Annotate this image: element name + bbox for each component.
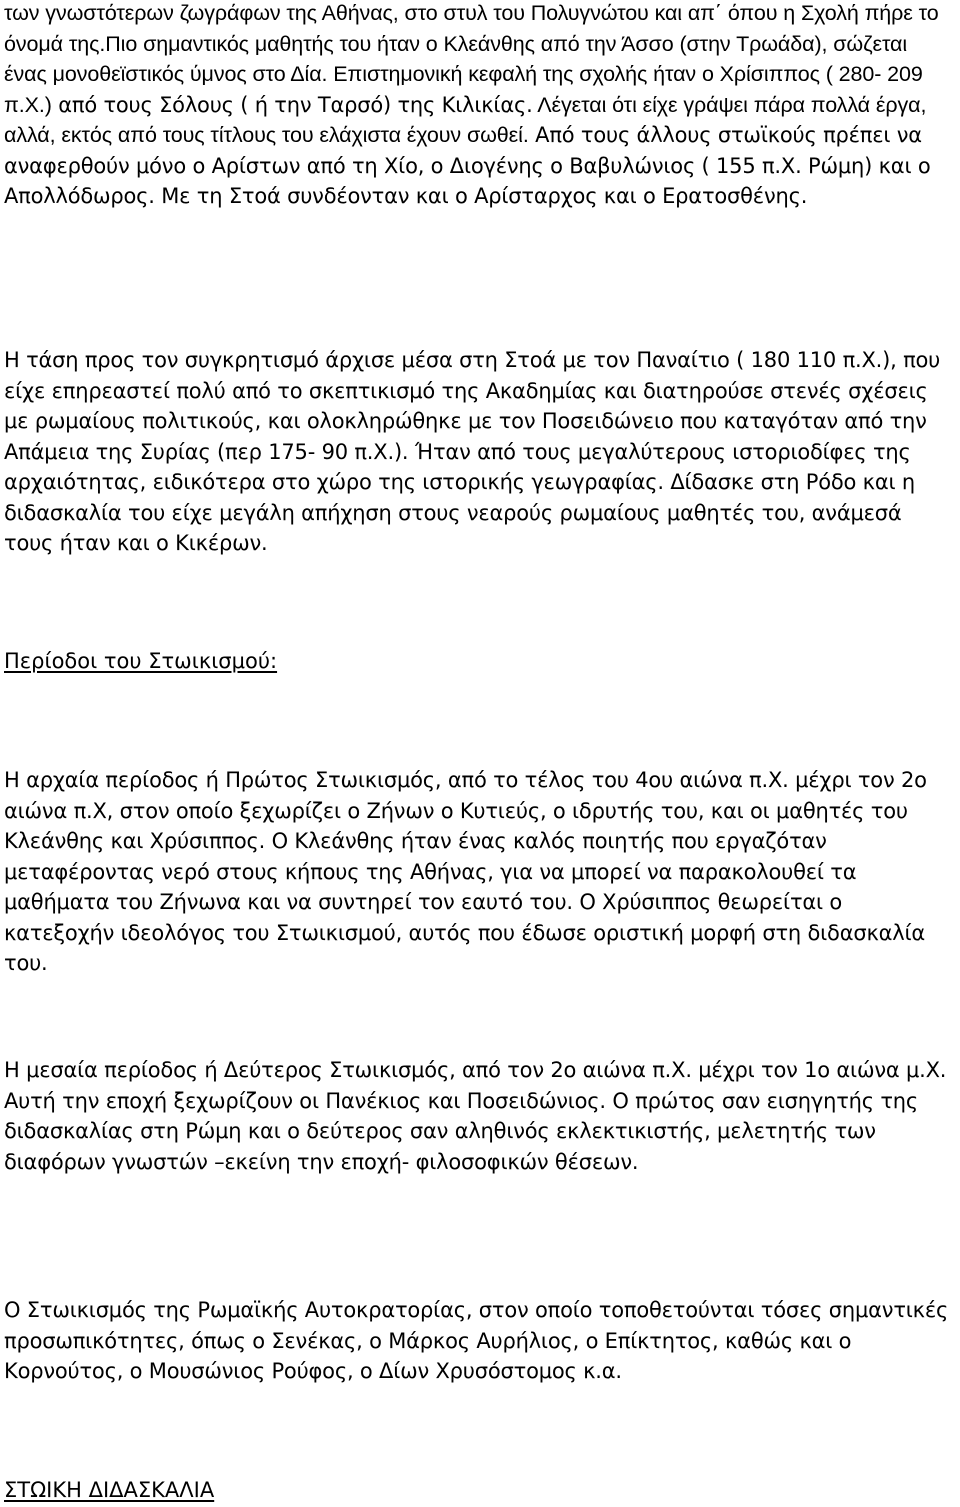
paragraph-stoa-students (4, 0, 954, 212)
paragraph-roman-period: Ο Στωικισμός της Ρωμαϊκής Αυτοκρατορίας, στον οποίο τοποθετούνται τόσες σημαντικές προσωπικότητες, όπως ο Σενέκας, ο Μάρκος Αυρήλιος, ο Επίκτητος, καθώς και ο Κορνούτος, ο Μουσώνιος Ρούφος, ο Δίων Χρυσόστομος κ.α. (4, 1298, 949, 1383)
text-segment: των γνωστότερων ζωγράφων της Αθήνας, στο στυλ του Πολυγνώτου και απ΄ όπου η Σχολή πήρε το όνομά της.Πιο σημαντικός μαθητής του ήταν ο Κλεάνθης από την Άσσο (στην Τρωάδα), σώζεται ένας μονοθεϊστικός ύμνος στο Δία. Επιστημονική κεφαλή της σχολής ήταν ο Χρίσιππος ( 280- 209 π.Χ.) (4, 1, 939, 117)
heading-stoic-teaching: ΣΤΩΙΚΗ ΔΙΔΑΣΚΑΛΙΑ (4, 1478, 215, 1502)
text-segment: Λέγεται ότι είχε γράψει πάρα πολλά έργα, αλλά, εκτός από τους τίτλους του ελάχιστα έχουν σωθεί. (4, 92, 927, 147)
text-segment: από τους Σόλους ( ή την Ταρσό) της Κιλικίας. (51, 92, 533, 117)
paragraph-early-period: Η αρχαία περίοδος ή Πρώτος Στωικισμός, από το τέλος του 4ου αιώνα π.Χ. μέχρι τον 2ο αιώνα π.Χ, στον οποίο ξεχωρίζει ο Ζήνων ο Κυτιεύς, ο ιδρυτής του, και οι μαθητές του Κλεάνθης και Χρύσιππος. Ο Κλεάνθης ήταν ένας καλός ποιητής που εργαζόταν μεταφέροντας νερό στους κήπους της Αθήνας, για να μπορεί να παρακολουθεί τα μαθήματα του Ζήνωνα και να συντηρεί τον εαυτό του. Ο Χρύσιππος θεωρείται ο κατεξοχήν ιδεολόγος του Στωικισμού, αυτός που έδωσε οριστική μορφή στη διδασκαλία του. (4, 768, 927, 975)
heading-periods: Περίοδοι του Στωικισμού: (4, 649, 278, 673)
paragraph-middle-period: Η μεσαία περίοδος ή Δεύτερος Στωικισμός, από τον 2ο αιώνα π.Χ. μέχρι τον 1ο αιώνα μ.Χ. Αυτή την εποχή ξεχωρίζουν οι Πανέκιος και Ποσειδώνιος. Ο πρώτος σαν εισηγητής της διδασκαλίας στη Ρώμη και ο δεύτερος σαν αληθινός εκλεκτικιστής, μελετητής των διαφόρων γνωστών –εκείνη την εποχή- φιλοσοφικών θέσεων. (4, 1058, 947, 1174)
paragraph-syncretism: Η τάση προς τον συγκρητισμό άρχισε μέσα στη Στοά με τον Παναίτιο ( 180 110 π.Χ.), που είχε επηρεαστεί πολύ από το σκεπτικισμό της Ακαδημίας και διατηρούσε στενές σχέσεις με ρωμαίους πολιτικούς, και ολοκληρώθηκε με τον Ποσειδώνειο που καταγόταν από την Απάμεια της Συρίας (περ 175- 90 π.Χ.). Ήταν από τους μεγαλύτερους ιστοριοδίφες της αρχαιότητας, ειδικότερα στο χώρο της ιστορικής γεωγραφίας. Δίδασκε στη Ρόδο και η διδασκαλία του είχε μεγάλη απήχηση στους νεαρούς ρωμαίους μαθητές του, ανάμεσά τους ήταν και ο Κικέρων. (4, 348, 941, 555)
text-segment: Από τους άλλους στωϊκούς πρέπει να αναφερθούν μόνο ο Αρίστων από τη Χίο, ο Διογένης ο Βαβυλώνιος ( 155 π.Χ. Ρώμη) και ο Απολλόδωρος. Με τη Στοά συνδέονταν και ο Αρίσταρχος και ο Ερατοσθένης. (4, 123, 931, 208)
